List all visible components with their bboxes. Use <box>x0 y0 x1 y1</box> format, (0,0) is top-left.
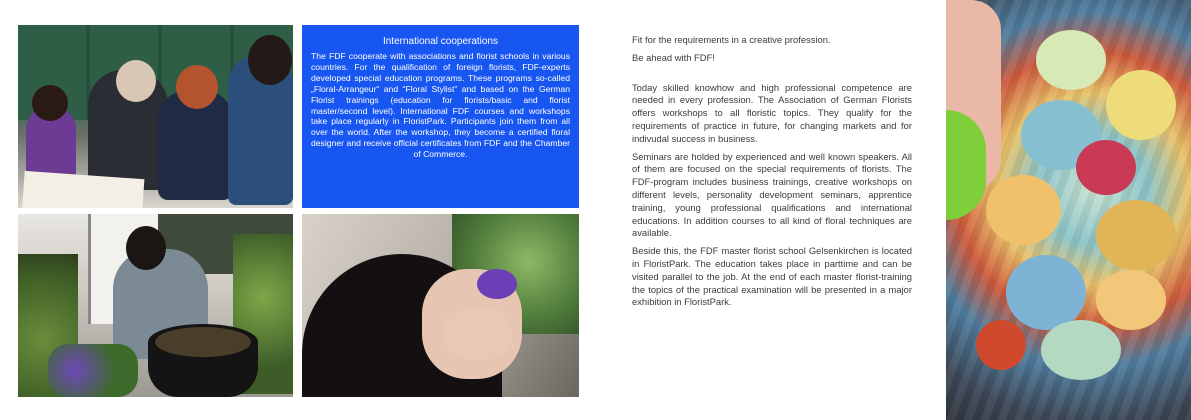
paragraph-1: Today skilled knowhow and high professional competence are needed in every profession. The Association of German Florists offers workshops to all floristic topics. They qualify for the requirements of practice in future, for changing markets and for indivudal success in business. <box>632 81 912 144</box>
paragraph-2: Seminars are holded by experienced and well known speakers. All of them are focused on the special requirements of florists. The FDF-program includes business trainings, creative workshops on different levels, personality development seminars, apprentice training, young professional qualifications and international educations. In addition courses to all kind of floral techniques are available. <box>632 150 912 239</box>
paragraph-3: Beside this, the FDF master florist school Gelsenkirchen is located in FloristPark. The education takes place in parttime and can be visited parallel to the job. At the end of each master florist-training the topics of the practical examination will be presented in a major exhibition in FloristPark. <box>632 245 912 308</box>
woman-smelling-flower-photo <box>302 214 579 397</box>
classroom-photo <box>18 25 293 208</box>
intro-line-2: Be ahead with FDF! <box>632 51 715 63</box>
florist-arranging-photo <box>18 214 293 397</box>
intro-line-1: Fit for the requirements in a creative profession. <box>632 34 831 45</box>
international-cooperations-title: International cooperations <box>382 36 499 47</box>
bouquet-photo <box>946 0 1191 420</box>
international-cooperations-box <box>302 25 579 208</box>
fdf-text-column <box>632 34 912 314</box>
international-cooperations-body: The FDF cooperate with associations and florist schools in various countries. For the qualification of foreign florists, FDF-experts developed special education programs. These programs so-called „Floral-Arrangeur“ and “Floral Stylist” and based on the German Florist trainings (education for florists/basic and florist master/second level). International FDF courses and workshops take place regularly in FloristPark. Participants join them from all over the world. After the workshop, they become a certified floral designer and receive official certificates from FDF and the Chamber of Commerce. <box>311 51 570 160</box>
